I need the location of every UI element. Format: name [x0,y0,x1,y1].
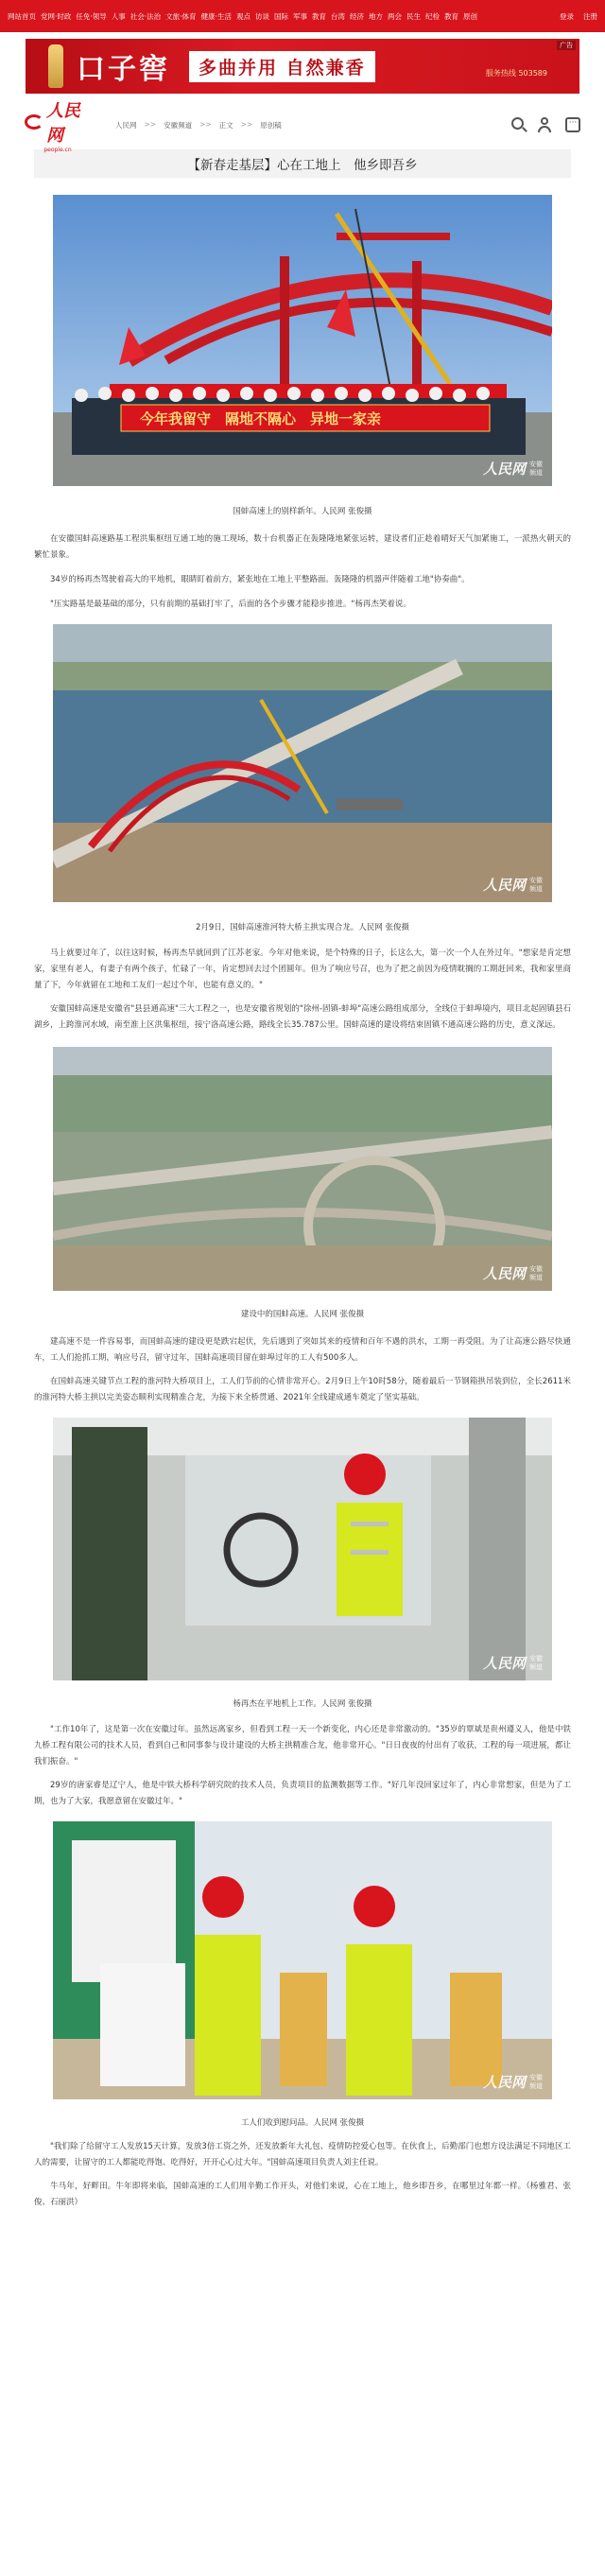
top-nav-link[interactable]: 党网·时政 [41,11,72,21]
site-header [0,100,605,153]
article-paragraph: 牛马年，好畔田。牛年即将来临，国蚌高速的工人们用辛勤工作开头，对他们来说，心在工地上，他乡即吾乡，在哪里过年都一样。（杨雅君、张俊、石丽洪） [34,2182,571,2207]
article-paragraph: "工作10年了，这是第一次在安徽过年。虽然远离家乡，但看到工程一天一个新变化，内心还是非常激动的。"35岁的覃斌是贵州遵义人，他是中铁九桥工程有限公司的技术人员，看到自己和同事参与设计建设的大桥主拱精准合龙，他非常开心。"日日夜夜的付出有了收获，工程的每一项进展，都让我们振奋。" [34,1725,571,1767]
top-nav-link[interactable]: 国际 [273,11,288,21]
watermark-sub: 安徽 频道 [529,2073,543,2090]
article-paragraph: 29岁的唐家睿是辽宁人，他是中铁大桥科学研究院的技术人员，负责项目的监测数据等工作。"好几年没回家过年了，内心非常想家，但是为了工期，也为了大家，我愿意留在安徽过年。" [34,1781,571,1806]
watermark-logo: 人民网 [482,1265,526,1282]
user-icon[interactable] [537,117,552,132]
article-paragraph: 建高速不是一件容易事，而国蚌高速的建设更是跌宕起伏，先后遇到了突如其来的疫情和百年不遇的洪水，工期一再受阻。为了让高速公路尽快通车，工人们抢抓工期，响应号召，留守过年，国蚌高速项目留在蚌埠过年的工人有500多人。 [34,1337,571,1363]
top-nav-link[interactable]: 健康·生活 [200,11,232,21]
article-photo [53,1418,552,1680]
article-paragraph: 在国蚌高速关键节点工程的淮河特大桥项目上，工人们节前的心情非常开心。2月9日上午10时58分，随着最后一节钢箱拱吊装到位，全长2611米的淮河特大桥主拱以完美姿态顺利实现精准合龙，为接下来全桥贯通、2021年全线建成通车奠定了坚实基础。 [34,1377,571,1402]
breadcrumb-item[interactable]: 原创稿 [260,120,282,130]
top-nav-link[interactable]: 观点 [235,11,251,21]
article-photo [53,624,552,902]
ad-hotline: 服务热线 503589 [485,69,547,78]
top-nav-link[interactable]: 军事 [292,11,307,21]
article-paragraph: 34岁的杨再杰驾驶着高大的平地机，眼睛盯着前方，紧张地在工地上平整路面。轰隆隆的机器声伴随着工地"协奏曲"。 [50,575,470,584]
top-nav-link[interactable]: 任免·领导 [76,11,107,21]
watermark-sub: 安徽 频道 [529,1264,543,1281]
top-nav-link[interactable]: 访谈 [254,11,269,21]
top-nav-link[interactable]: 民生 [406,11,421,21]
photo-banner-text: 今年我留守 隔地不隔心 异地一家亲 [140,410,382,427]
breadcrumb [115,120,282,131]
construction-site-photo [53,1047,552,1291]
top-nav-link[interactable]: 经济 [349,11,364,21]
article-paragraph: 安徽国蚌高速是安徽省"县县通高速"三大工程之一，也是安徽省规划的"徐州-固镇-蚌埠"高速公路组成部分，全线位于蚌埠境内，项目北起固镇县石湖乡，上跨淮河水域，南至淮上区洪集枢纽，接宁洛高速公路，路线全长35.787公里。国蚌高速的建设将结束固镇不通高速公路的历史，意义深远。 [34,1004,571,1030]
breadcrumb-separator: >> [144,119,157,129]
watermark-logo: 人民网 [482,877,526,894]
aerial-bridge-photo [53,624,552,902]
article-paragraph: "我们除了给留守工人发放15天计算，发放3倍工资之外，还发放新年大礼包、疫情防控爱心包等。在伙食上，后勤部门也想方设法满足不同地区工人的需要，让留守的工人都能吃得饱、吃得好，开开心心过大年。"国蚌高速项目负责人刘主任说。 [34,2142,571,2167]
watermark-logo: 人民网 [482,2074,526,2091]
search-icon[interactable] [511,117,524,130]
ad-banner[interactable] [26,39,579,94]
top-nav-link[interactable]: 纪检 [424,11,440,21]
photo-watermark [483,2072,543,2092]
photo-watermark [483,1263,543,1283]
more-icon[interactable]: ··· [565,117,580,132]
top-nav-link[interactable]: 原创 [462,11,477,21]
liquor-bottle-icon [48,44,63,88]
logo-domain: people.cn [43,146,72,153]
watermark-logo: 人民网 [482,461,526,478]
top-nav-account-links [560,11,597,22]
top-nav-link[interactable]: 社会·法治 [130,11,162,21]
top-nav-link[interactable]: 两会 [387,11,402,21]
logo-mark-icon [25,114,43,130]
site-logo[interactable] [25,97,91,153]
top-nav-link[interactable]: 台湾 [330,11,345,21]
breadcrumb-separator: >> [240,119,253,129]
article-photo [53,1821,552,2099]
top-nav-links [8,11,477,22]
article-paragraph: "压实路基是最基础的部分，只有前期的基础打牢了，后面的各个步骤才能稳步推进。"杨再杰笑着说。 [50,600,411,609]
login-link[interactable]: 登录 [560,11,574,21]
article-body [0,178,605,2211]
photo-watermark [483,875,543,895]
top-nav-link[interactable]: 教育 [443,11,458,21]
article-photo [53,195,552,486]
photo-caption: 2月9日，国蚌高速淮河特大桥主拱实现合龙。人民网 张俊摄 [195,923,410,932]
watermark-sub: 安徽 频道 [529,460,543,477]
header-icons [511,117,580,132]
top-nav-link[interactable]: 教育 [311,11,326,21]
workers-gifts-photo [53,1821,552,2099]
ad-banner-area [0,32,605,100]
article-paragraph: 在安徽国蚌高速路基工程洪集枢纽互通工地的施工现场，数十台机器正在轰隆隆地紧张运转，建设者们正趁着晴好天气加紧施工，一派热火朝天的繁忙景象。 [34,534,571,560]
breadcrumb-item[interactable]: 正文 [218,120,233,130]
worker-in-cab-photo [53,1418,552,1680]
watermark-sub: 安徽 频道 [529,876,543,893]
logo-name: 人民网 [45,100,80,146]
photo-watermark [483,1653,543,1673]
article-photo [53,1047,552,1291]
top-nav-link[interactable]: 人事 [111,11,126,21]
bridge-workers-photo [53,195,552,486]
breadcrumb-item[interactable]: 安徽频道 [164,120,193,130]
photo-caption: 建设中的国蚌高速。人民网 张俊摄 [240,1310,365,1319]
top-nav-link[interactable]: 地方 [368,11,383,21]
ad-slogan: 多曲并用 自然兼香 [189,51,375,82]
photo-watermark [483,459,543,479]
ad-tag: 广告 [557,41,576,50]
breadcrumb-item[interactable]: 人民网 [115,120,137,130]
photo-caption: 国蚌高速上的别样新年。人民网 张俊摄 [233,507,372,516]
photo-caption: 工人们收到慰问品。人民网 张俊摄 [240,2118,365,2128]
ad-brand: 口子窖 [77,53,170,86]
watermark-sub: 安徽 频道 [529,1654,543,1671]
register-link[interactable]: 注册 [583,11,597,21]
top-nav-link[interactable]: 文旅·体育 [165,11,197,21]
article-title-bar [34,146,571,178]
breadcrumb-separator: >> [199,119,212,129]
watermark-logo: 人民网 [482,1655,526,1672]
top-navigation-bar [0,0,605,32]
article-paragraph: 马上就要过年了，以往这时候，杨再杰早就回到了江苏老家。今年对他来说，是个特殊的日子，长这么大，第一次一个人在外过年。"想家是肯定想家，家里有老人，有妻子有两个孩子，忙碌了一年，肯定想回去过个团圆年。但为了响应号召，也为了把之前因为疫情耽搁的工期赶回来，我和家里商量了下，今年就留在工地和工友们一起过个年，也能有意义的。" [34,949,571,990]
photo-caption: 杨再杰在平地机上工作。人民网 张俊摄 [233,1699,372,1709]
top-nav-link[interactable]: 网站首页 [8,11,36,21]
article-title: 【新春走基层】心在工地上 他乡即吾乡 [187,158,418,173]
